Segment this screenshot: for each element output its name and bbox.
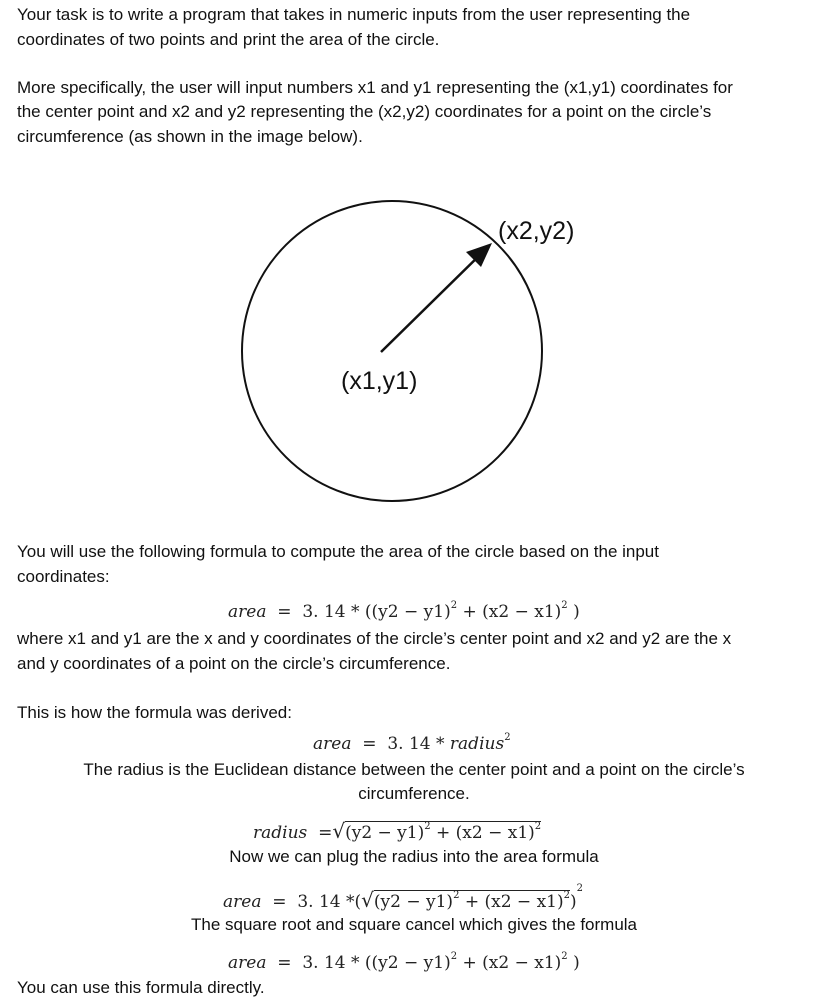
- details-line-2: the center point and x2 and y2 representing the (x2,y2) coordinates for a point on the circle’s: [17, 102, 712, 121]
- circle-outline: [242, 201, 542, 501]
- area-sqrt-formula: area = 3. 14 $*(√(y2 - y1)^2 + (x2 - x1)^2)^2$: [223, 883, 584, 912]
- area-radius-formula: area = 3. 14 * radius$^2$: [313, 732, 511, 754]
- plug-text: Now we can plug the radius into the area formula: [229, 847, 599, 866]
- sqrt-symbol: √: [361, 888, 374, 912]
- edge-point-label: (x2,y2): [498, 217, 575, 245]
- radius-description-line-2: circumference.: [358, 784, 470, 803]
- sqrt-radicand: $(y2 - y1)^2 + (x2 - x1)^2$: [345, 821, 542, 843]
- circle-diagram: [210, 190, 630, 520]
- intro-line-2: coordinates of two points and print the area of the circle.: [17, 30, 440, 49]
- radius-formula: radius $=√(y2 - y1)^2 + (x2 - x1)^2$: [253, 819, 542, 843]
- sqrt-symbol: √: [332, 819, 346, 843]
- formula-intro-line-1: You will use the following formula to compute the area of the circle based on the input: [17, 542, 659, 561]
- derivation-heading: This is how the formula was derived:: [17, 703, 292, 722]
- details-line-1: More specifically, the user will input numbers x1 and y1 representing the (x1,y1) coordinates for: [17, 78, 733, 97]
- radius-description-line-1: The radius is the Euclidean distance between the center point and a point on the circle’s: [83, 760, 745, 779]
- where-line-2: and y coordinates of a point on the circle’s circumference.: [17, 654, 451, 673]
- details-line-3: circumference (as shown in the image below).: [17, 127, 363, 146]
- cancel-text: The square root and square cancel which gives the formula: [190, 915, 638, 934]
- sqrt-radicand: $(y2 - y1)^2 + (x2 - x1)^2$: [373, 890, 570, 912]
- formula-intro-line-2: coordinates:: [17, 567, 110, 586]
- where-line-1: where x1 and y1 are the x and y coordinates of the circle’s center point and x2 and y2 are the x: [17, 629, 732, 648]
- radius-arrow: [381, 247, 488, 352]
- center-point-label: (x1,y1): [341, 367, 418, 395]
- main-formula: area = 3. $14 * ((y2 - y1)^2 + (x2 - x1)^2$ ): [228, 600, 580, 622]
- area-symbol: area: [228, 602, 267, 622]
- final-formula: area = 3. $14 * ((y2 - y1)^2 + (x2 - x1)^2$ ): [228, 951, 580, 973]
- closing-text: You can use this formula directly.: [17, 978, 265, 997]
- intro-line-1: Your task is to write a program that takes in numeric inputs from the user representing the: [17, 5, 691, 24]
